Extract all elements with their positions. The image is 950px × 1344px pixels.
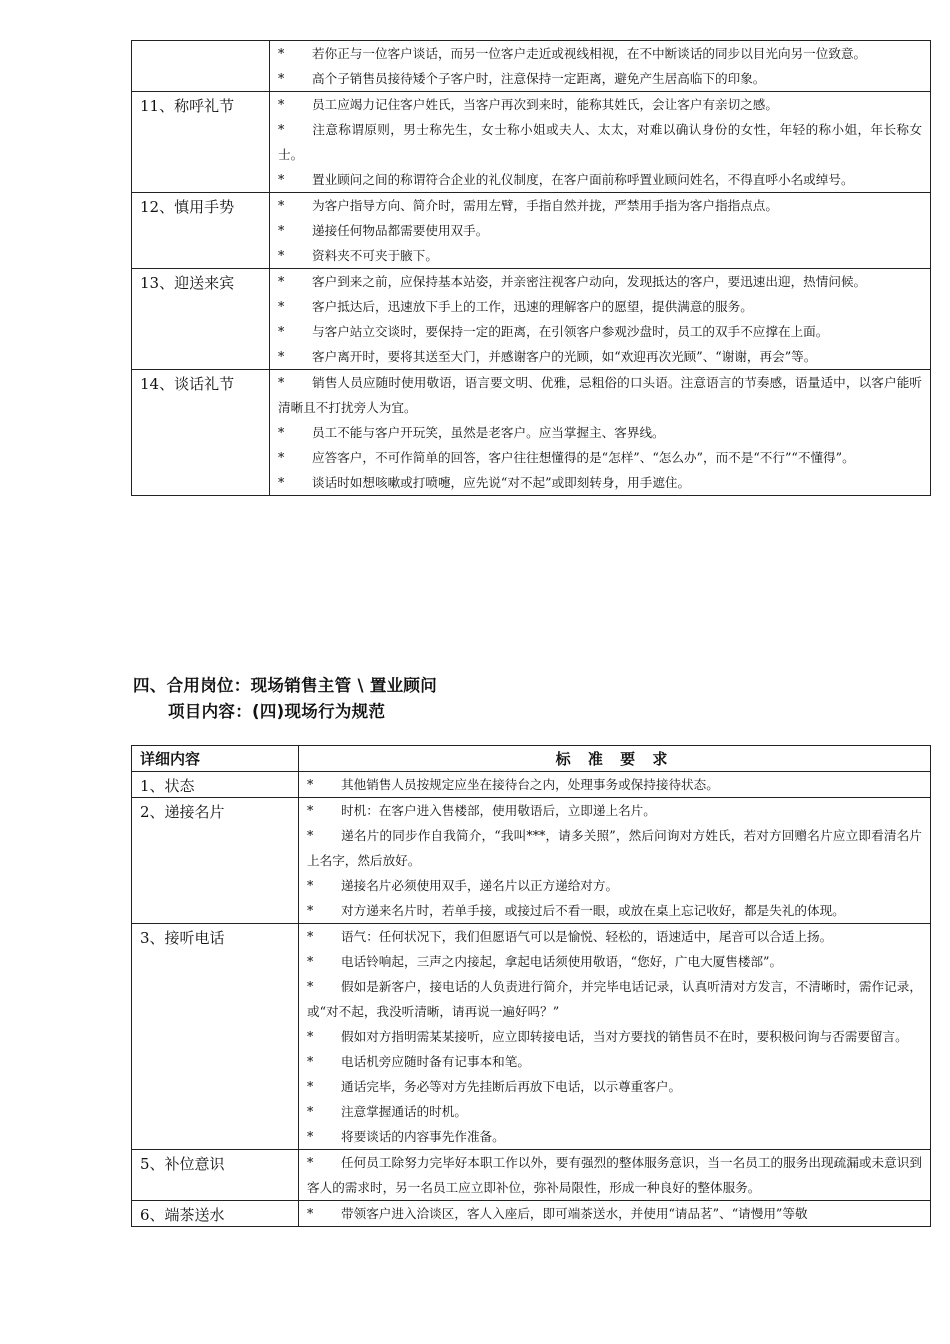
requirement-text: 任何员工除努力完毕好本职工作以外，要有强烈的整体服务意识，当一名员工的服务出现疏漏或未意识到客人的需求时，另一名员工应立即补位，弥补局限性，形成一种良好的整体服务。 (307, 1155, 922, 1195)
bullet-asterisk: * (278, 46, 285, 61)
requirement-text: 电话铃响起，三声之内接起，拿起电话须使用敬语，“您好，广电大厦售楼部”。 (341, 954, 783, 969)
requirement-item (307, 873, 922, 898)
requirement-item (307, 898, 922, 923)
requirement-text: 高个子销售员接待矮个子客户时，注意保持一定距离，避免产生居高临下的印象。 (312, 71, 766, 86)
requirement-item (278, 41, 922, 66)
requirement-item (307, 949, 922, 974)
row-label (132, 41, 270, 92)
requirement-text: 客户到来之前，应保持基本站姿，并亲密注视客户动向，发现抵达的客户，要迅速出迎，热情问候。 (312, 274, 867, 289)
requirement-text: 若你正与一位客户谈话，而另一位客户走近或视线相视，在不中断谈话的同步以目光向另一位致意。 (312, 46, 867, 61)
bullet-asterisk: * (307, 1079, 314, 1094)
table-header-row (132, 746, 931, 772)
requirement-text: 通话完毕，务必等对方先挂断后再放下电话，以示尊重客户。 (341, 1079, 682, 1094)
requirement-item (278, 470, 922, 495)
requirement-text: 注意掌握通话的时机。 (341, 1104, 467, 1119)
bullet-asterisk: * (278, 122, 285, 137)
bullet-asterisk: * (278, 71, 285, 86)
requirement-text: 带领客户进入洽谈区，客人入座后，即可端茶送水，并使用“请品茗”、“请慢用”等敬 (341, 1206, 808, 1221)
requirement-text: 注意称谓原则，男士称先生，女士称小姐或夫人、太太，对难以确认身份的女性，年轻的称小姐，年长称女士。 (278, 122, 922, 162)
row-label: 5、补位意识 (132, 1150, 299, 1201)
header-detail-content: 详细内容 (132, 746, 299, 772)
requirement-text: 谈话时如想咳嗽或打喷嚏，应先说“对不起”或即刻转身，用手遮住。 (312, 475, 691, 490)
requirement-item (307, 1099, 922, 1124)
requirement-text: 员工应竭力记住客户姓氏，当客户再次到来时，能称其姓氏，会让客户有亲切之感。 (312, 97, 778, 112)
requirement-item (278, 218, 922, 243)
requirement-item (307, 1124, 922, 1149)
row-requirements (270, 370, 931, 496)
bullet-asterisk: * (307, 979, 314, 994)
requirement-text: 客户抵达后，迅速放下手上的工作，迅速的理解客户的愿望，提供满意的服务。 (312, 299, 753, 314)
requirement-text: 员工不能与客户开玩笑，虽然是老客户。应当掌握主、客界线。 (312, 425, 665, 440)
section-subheading: 项目内容：(四)现场行为规范 (168, 702, 386, 721)
row-label: 2、递接名片 (132, 798, 299, 924)
bullet-asterisk: * (278, 324, 285, 339)
row-label: 3、接听电话 (132, 924, 299, 1150)
section-heading: 四、合用岗位：现场销售主管 \ 置业顾问 (133, 676, 438, 695)
row-label: 12、慎用手势 (132, 193, 270, 269)
bullet-asterisk: * (278, 450, 285, 465)
requirement-item (307, 772, 922, 797)
bullet-asterisk: * (278, 172, 285, 187)
table-row (132, 269, 931, 370)
requirement-item (278, 319, 922, 344)
bullet-asterisk: * (278, 475, 285, 490)
bullet-asterisk: * (307, 1206, 314, 1221)
row-requirements (299, 1201, 931, 1227)
row-label: 14、谈话礼节 (132, 370, 270, 496)
bullet-asterisk: * (307, 803, 314, 818)
bullet-asterisk: * (307, 878, 314, 893)
requirement-text: 将要谈话的内容事先作准备。 (341, 1129, 505, 1144)
requirement-text: 语气：任何状况下，我们但愿语气可以是愉悦、轻松的，语速适中，尾音可以合适上扬。 (341, 929, 833, 944)
requirement-item (278, 269, 922, 294)
bullet-asterisk: * (307, 828, 314, 843)
requirement-text: 资料夹不可夹于腋下。 (312, 248, 438, 263)
header-standard-requirements: 标 准 要 求 (299, 746, 931, 772)
requirement-text: 客户离开时，要将其送至大门，并感谢客户的光顾，如“欢迎再次光顾”、“谢谢，再会”等。 (312, 349, 817, 364)
bullet-asterisk: * (307, 903, 314, 918)
requirement-text: 对方递来名片时，若单手接，或接过后不看一眼，或放在桌上忘记收好，都是失礼的体现。 (341, 903, 845, 918)
requirement-item (278, 370, 922, 420)
requirement-text: 假如对方指明需某某接听，应立即转接电话，当对方要找的销售员不在时，要积极问询与否需要留言。 (341, 1029, 908, 1044)
table-row (132, 798, 931, 924)
bullet-asterisk: * (278, 223, 285, 238)
requirement-item (307, 798, 922, 823)
row-requirements (299, 1150, 931, 1201)
requirement-item (307, 823, 922, 873)
row-label: 1、状态 (132, 772, 299, 798)
requirement-text: 为客户指导方向、简介时，需用左臂，手指自然并拢，严禁用手指为客户指指点点。 (312, 198, 778, 213)
row-requirements (299, 772, 931, 798)
table-row (132, 1201, 931, 1227)
requirement-text: 置业顾问之间的称谓符合企业的礼仪制度，在客户面前称呼置业顾问姓名，不得直呼小名或绰号。 (312, 172, 854, 187)
requirement-item (307, 1150, 922, 1200)
requirement-item (278, 117, 922, 167)
requirement-item (307, 1201, 922, 1226)
requirement-item (307, 974, 922, 1024)
requirement-item (278, 344, 922, 369)
requirement-text: 时机：在客户进入售楼部，使用敬语后，立即递上名片。 (341, 803, 656, 818)
requirement-text: 电话机旁应随时备有记事本和笔。 (341, 1054, 530, 1069)
row-label: 11、称呼礼节 (132, 92, 270, 193)
requirement-item (307, 1024, 922, 1049)
row-requirements (299, 924, 931, 1150)
row-label: 13、迎送来宾 (132, 269, 270, 370)
requirement-item (278, 445, 922, 470)
table-row (132, 1150, 931, 1201)
requirement-item (307, 1074, 922, 1099)
requirement-item (278, 193, 922, 218)
requirement-text: 假如是新客户，接电话的人负责进行简介，并完毕电话记录，认真听清对方发言，不清晰时，需作记录，或“对不起，我没听清晰，请再说一遍好吗？” (307, 979, 922, 1019)
requirement-text: 递接任何物品都需要使用双手。 (312, 223, 489, 238)
bullet-asterisk: * (307, 1029, 314, 1044)
row-requirements (270, 92, 931, 193)
bullet-asterisk: * (278, 198, 285, 213)
row-requirements (270, 41, 931, 92)
row-label: 6、端茶送水 (132, 1201, 299, 1227)
bullet-asterisk: * (278, 375, 285, 390)
bullet-asterisk: * (307, 1155, 314, 1170)
bullet-asterisk: * (307, 929, 314, 944)
requirement-text: 其他销售人员按规定应坐在接待台之内，处理事务或保持接待状态。 (341, 777, 719, 792)
bullet-asterisk: * (278, 274, 285, 289)
table-row (132, 924, 931, 1150)
row-requirements (299, 798, 931, 924)
bullet-asterisk: * (307, 1054, 314, 1069)
requirement-item (278, 92, 922, 117)
behavior-standards-table (131, 745, 931, 1227)
table-row (132, 193, 931, 269)
table-row (132, 41, 931, 92)
requirement-text: 应答客户，不可作简单的回答，客户往往想懂得的是“怎样”、“怎么办”，而不是“不行”“不懂得”。 (312, 450, 855, 465)
bullet-asterisk: * (278, 248, 285, 263)
bullet-asterisk: * (307, 1104, 314, 1119)
bullet-asterisk: * (278, 425, 285, 440)
table-row (132, 92, 931, 193)
row-requirements (270, 269, 931, 370)
requirement-text: 与客户站立交谈时，要保持一定的距离，在引领客户参观沙盘时，员工的双手不应撑在上面。 (312, 324, 829, 339)
table-row (132, 370, 931, 496)
bullet-asterisk: * (278, 349, 285, 364)
etiquette-table-continued (131, 40, 931, 496)
requirement-text: 递名片的同步作自我简介，“我叫***，请多关照”，然后问询对方姓氏，若对方回赠名片应立即看清名片上名字，然后放好。 (307, 828, 922, 868)
requirement-item (307, 924, 922, 949)
requirement-item (278, 66, 922, 91)
requirement-text: 销售人员应随时使用敬语，语言要文明、优雅，忌粗俗的口头语。注意语言的节奏感，语量适中，以客户能听清晰且不打扰旁人为宜。 (278, 375, 922, 415)
requirement-text: 递接名片必须使用双手，递名片以正方递给对方。 (341, 878, 619, 893)
requirement-item (278, 243, 922, 268)
bullet-asterisk: * (278, 299, 285, 314)
bullet-asterisk: * (307, 1129, 314, 1144)
requirement-item (278, 294, 922, 319)
table-row (132, 772, 931, 798)
requirement-item (278, 420, 922, 445)
requirement-item (278, 167, 922, 192)
bullet-asterisk: * (278, 97, 285, 112)
bullet-asterisk: * (307, 777, 314, 792)
requirement-item (307, 1049, 922, 1074)
row-requirements (270, 193, 931, 269)
bullet-asterisk: * (307, 954, 314, 969)
